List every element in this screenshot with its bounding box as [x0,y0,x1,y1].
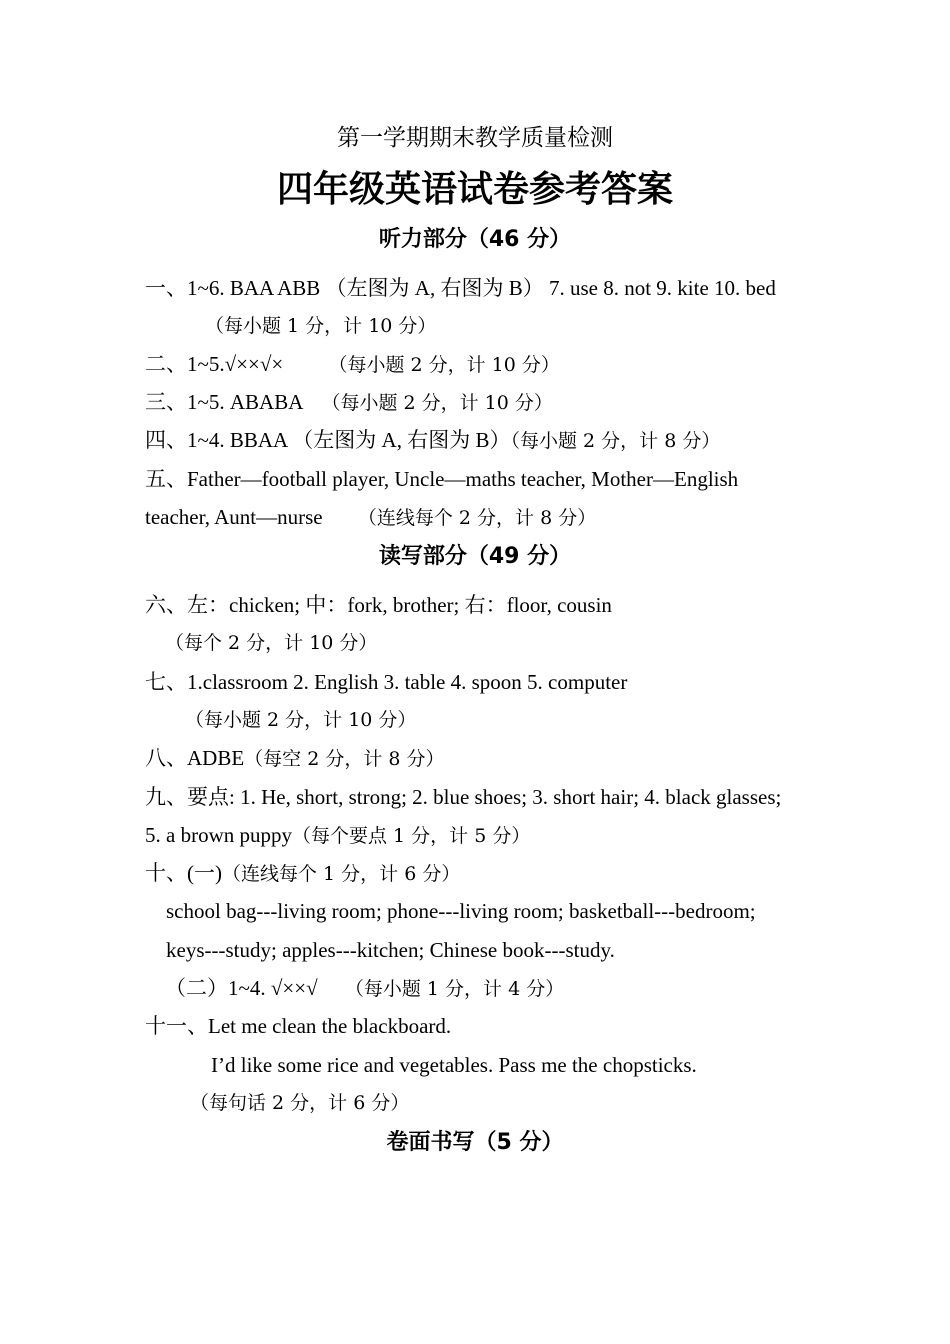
answer-q8-text: 八、ADBE [145,746,245,770]
answer-q5-text: teacher, Aunt—nurse [145,505,323,529]
answer-q10-part1-label: 十、(一) [145,861,222,885]
score-note-q5: （连线每个 2 分，计 8 分） [357,507,597,529]
page-title: 四年级英语试卷参考答案 [276,169,673,210]
answer-q6: 六、左：chicken; 中：fork, brother; 右：floor, cousin [145,593,612,617]
answer-q1: 一、1~6. BAA ABB （左图为 A, 右图为 B） 7. use 8. not 9. kite 10. bed [145,276,776,300]
answer-q9-text: 5. a brown puppy [145,823,292,847]
answer-q10-part1 [145,859,460,888]
answer-q10-line2: keys---study; apples---kitchen; Chinese book---study. [166,938,615,962]
answer-q10-part2-text: （二）1~4. √××√ [165,976,318,1000]
answer-q4 [145,426,720,455]
answer-q8 [145,744,445,773]
score-note-q2: （每小题 2 分，计 10 分） [328,354,560,376]
answer-q7: 七、1.classroom 2. English 3. table 4. spoon 5. computer [145,670,628,694]
score-note-q10-part2: （每小题 1 分，计 4 分） [344,978,565,1000]
handwriting-heading: 卷面书写（5 分） [386,1130,564,1155]
score-note-q4: （每小题 2 分，计 8 分） [510,430,721,452]
answer-q5-line2 [145,503,596,532]
answer-q3 [145,388,553,417]
answer-q4-text: 四、1~4. BBAA （左图为 A, 右图为 B） [145,428,511,452]
answer-q11-line2: I’d like some rice and vegetables. Pass me the chopsticks. [211,1053,697,1077]
score-note-q10-part1: （连线每个 1 分，计 6 分） [222,863,461,885]
listening-heading: 听力部分（46 分） [378,227,572,252]
score-note-q1: （每小题 1 分，计 10 分） [205,315,437,337]
answer-q3-text: 三、1~5. ABABA [145,390,303,414]
answer-q10-line1: school bag---living room; phone---living room; basketball---bedroom; [166,899,756,923]
answer-q5-line1: 五、Father—football player, Uncle—maths teacher, Mother—English [145,467,739,491]
score-note-q9: （每个要点 1 分，计 5 分） [291,825,531,847]
answer-q9-line1: 九、要点: 1. He, short, strong; 2. blue shoes; 3. short hair; 4. black glasses; [145,785,782,809]
score-note-q8: （每空 2 分，计 8 分） [244,748,445,770]
answer-q9-line2 [145,821,530,850]
score-note-q7: （每小题 2 分，计 10 分） [185,709,417,731]
answer-q2-text: 二、1~5.√××√× [145,352,284,376]
exam-subtitle: 第一学期期末教学质量检测 [337,125,613,150]
reading-writing-heading: 读写部分（49 分） [378,544,572,569]
answer-q2 [145,350,560,379]
score-note-q3: （每小题 2 分，计 10 分） [321,392,553,414]
score-note-q6: （每个 2 分，计 10 分） [165,632,378,654]
answer-q10-part2 [165,974,564,1003]
answer-q11-line1: 十一、Let me clean the blackboard. [145,1014,452,1038]
score-note-q11: （每句话 2 分，计 6 分） [190,1092,410,1114]
